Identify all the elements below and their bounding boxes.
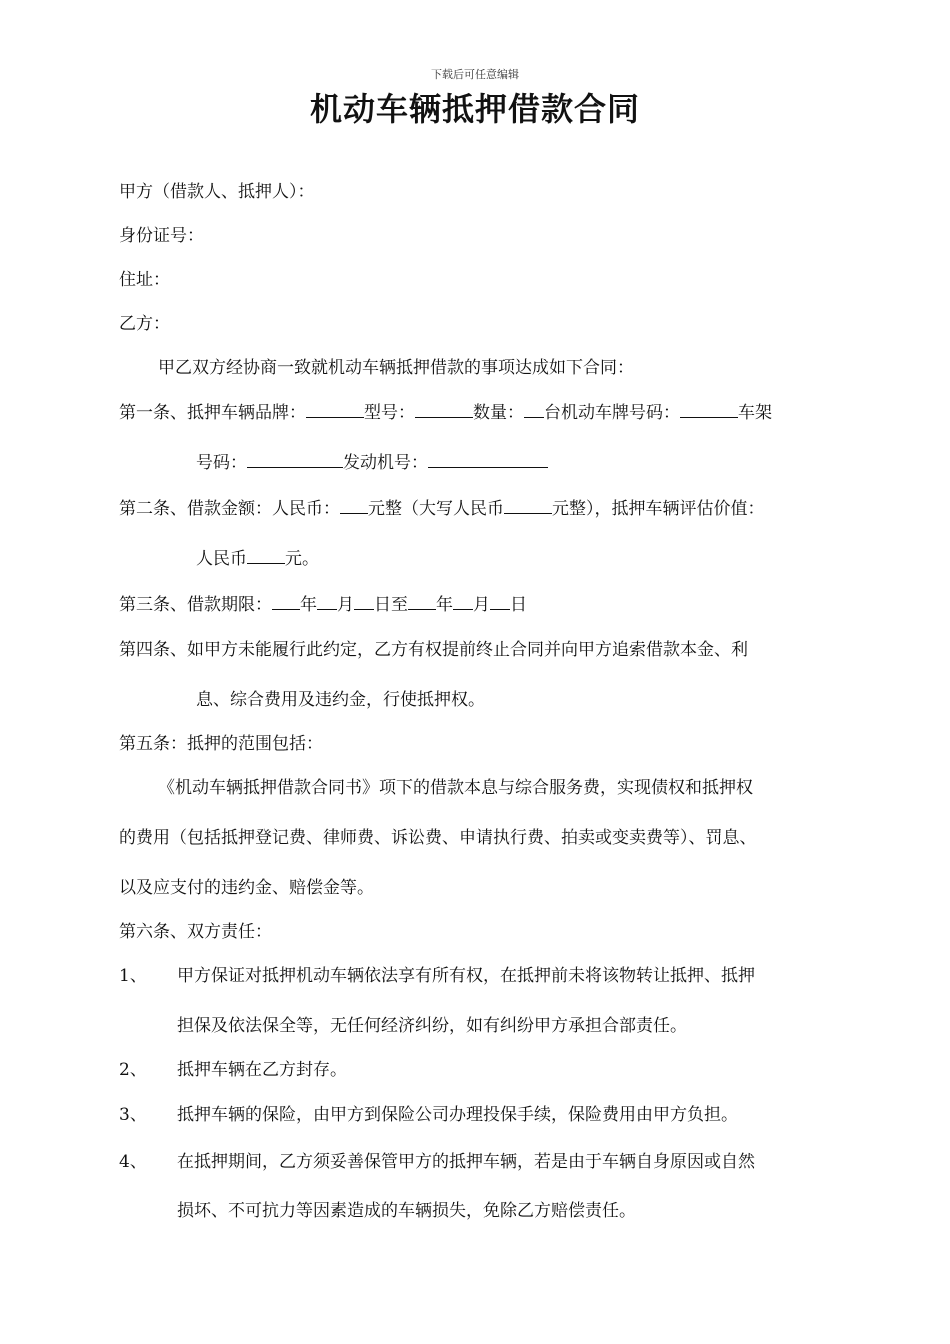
- article-4-line-2: 息、综合费用及违约金，行使抵押权。: [196, 690, 485, 710]
- article-6-heading: 第六条、双方责任：: [119, 922, 272, 942]
- art1-plate-label: 台机动车牌号码：: [544, 403, 680, 423]
- amount-blank[interactable]: [340, 496, 368, 514]
- list-item-number: 4、: [119, 1152, 147, 1172]
- article-5-line-1: 《机动车辆抵押借款合同书》项下的借款本息与综合服务费，实现债权和抵押权: [158, 778, 753, 798]
- quantity-blank[interactable]: [524, 400, 544, 418]
- list-item: [119, 1150, 755, 1174]
- end-month-blank[interactable]: [453, 592, 473, 610]
- article-3-line: [119, 592, 527, 617]
- model-blank[interactable]: [415, 400, 473, 418]
- amount-capital-blank[interactable]: [504, 496, 552, 514]
- day-to-label: 日至: [374, 595, 408, 615]
- list-item-continuation: 损坏、不可抗力等因素造成的车辆损失，免除乙方赔偿责任。: [177, 1201, 636, 1221]
- header-note: 下载后可任意编辑: [431, 68, 519, 81]
- plate-blank[interactable]: [680, 400, 738, 418]
- art1-frame-label: 车架: [738, 403, 772, 423]
- list-item-number: 2、: [119, 1060, 147, 1080]
- list-item-number: 3、: [119, 1105, 147, 1125]
- art2-yuan-label: 元。: [285, 549, 319, 569]
- start-year-blank[interactable]: [272, 592, 300, 610]
- article-1-line-1: [119, 400, 772, 425]
- start-month-blank[interactable]: [317, 592, 337, 610]
- list-item-text: 抵押车辆的保险，由甲方到保险公司办理投保手续，保险费用由甲方负担。: [177, 1105, 738, 1125]
- list-item-text: 抵押车辆在乙方封存。: [177, 1060, 347, 1080]
- art2-valuation-label: 元整），抵押车辆评估价值：: [552, 499, 765, 519]
- list-item: [119, 1058, 347, 1082]
- art2-rmb-label: 人民币: [196, 549, 247, 569]
- list-item: [119, 964, 755, 988]
- month-label: 月: [473, 595, 490, 615]
- document-title: 机动车辆抵押借款合同: [309, 90, 640, 128]
- list-item-number: 1、: [119, 966, 147, 986]
- engine-number-blank[interactable]: [428, 450, 548, 468]
- article-4-line-1: 第四条、如甲方未能履行此约定，乙方有权提前终止合同并向甲方追索借款本金、利: [119, 640, 748, 660]
- art2-amount-label: 第二条、借款金额：人民币：: [119, 499, 340, 519]
- intro-line: 甲乙双方经协商一致就机动车辆抵押借款的事项达成如下合同：: [158, 358, 634, 378]
- end-year-blank[interactable]: [408, 592, 436, 610]
- year-label: 年: [436, 595, 453, 615]
- article-2-line-1: [119, 496, 765, 521]
- id-number-line: 身份证号：: [119, 226, 204, 246]
- list-item-continuation: 担保及依法保全等，无任何经济纠纷，如有纠纷甲方承担合部责任。: [177, 1016, 687, 1036]
- list-item-text: 甲方保证对抵押机动车辆依法享有所有权，在抵押前未将该物转让抵押、抵押: [177, 966, 755, 986]
- address-line: 住址：: [119, 270, 170, 290]
- art1-frame-number-label: 号码：: [196, 453, 247, 473]
- brand-blank[interactable]: [306, 400, 364, 418]
- art1-brand-label: 第一条、抵押车辆品牌：: [119, 403, 306, 423]
- list-item: [119, 1103, 738, 1127]
- article-2-line-2: [196, 546, 319, 571]
- article-5-line-3: 以及应支付的违约金、赔偿金等。: [119, 878, 374, 898]
- frame-number-blank[interactable]: [247, 450, 343, 468]
- art3-term-label: 第三条、借款期限：: [119, 595, 272, 615]
- art1-engine-label: 发动机号：: [343, 453, 428, 473]
- party-b-line: 乙方：: [119, 314, 170, 334]
- art1-quantity-label: 数量：: [473, 403, 524, 423]
- list-item-text: 在抵押期间，乙方须妥善保管甲方的抵押车辆，若是由于车辆自身原因或自然: [177, 1152, 755, 1172]
- valuation-blank[interactable]: [247, 546, 285, 564]
- year-label: 年: [300, 595, 317, 615]
- article-1-line-2: [196, 450, 548, 475]
- month-label: 月: [337, 595, 354, 615]
- party-a-line: 甲方（借款人、抵押人）：: [119, 182, 315, 202]
- day-label: 日: [510, 595, 527, 615]
- article-5-line-2: 的费用（包括抵押登记费、律师费、诉讼费、申请执行费、拍卖或变卖费等）、罚息、: [119, 828, 757, 848]
- art1-model-label: 型号：: [364, 403, 415, 423]
- article-5-heading: 第五条：抵押的范围包括：: [119, 734, 323, 754]
- end-day-blank[interactable]: [490, 592, 510, 610]
- start-day-blank[interactable]: [354, 592, 374, 610]
- art2-capital-label: 元整（大写人民币: [368, 499, 504, 519]
